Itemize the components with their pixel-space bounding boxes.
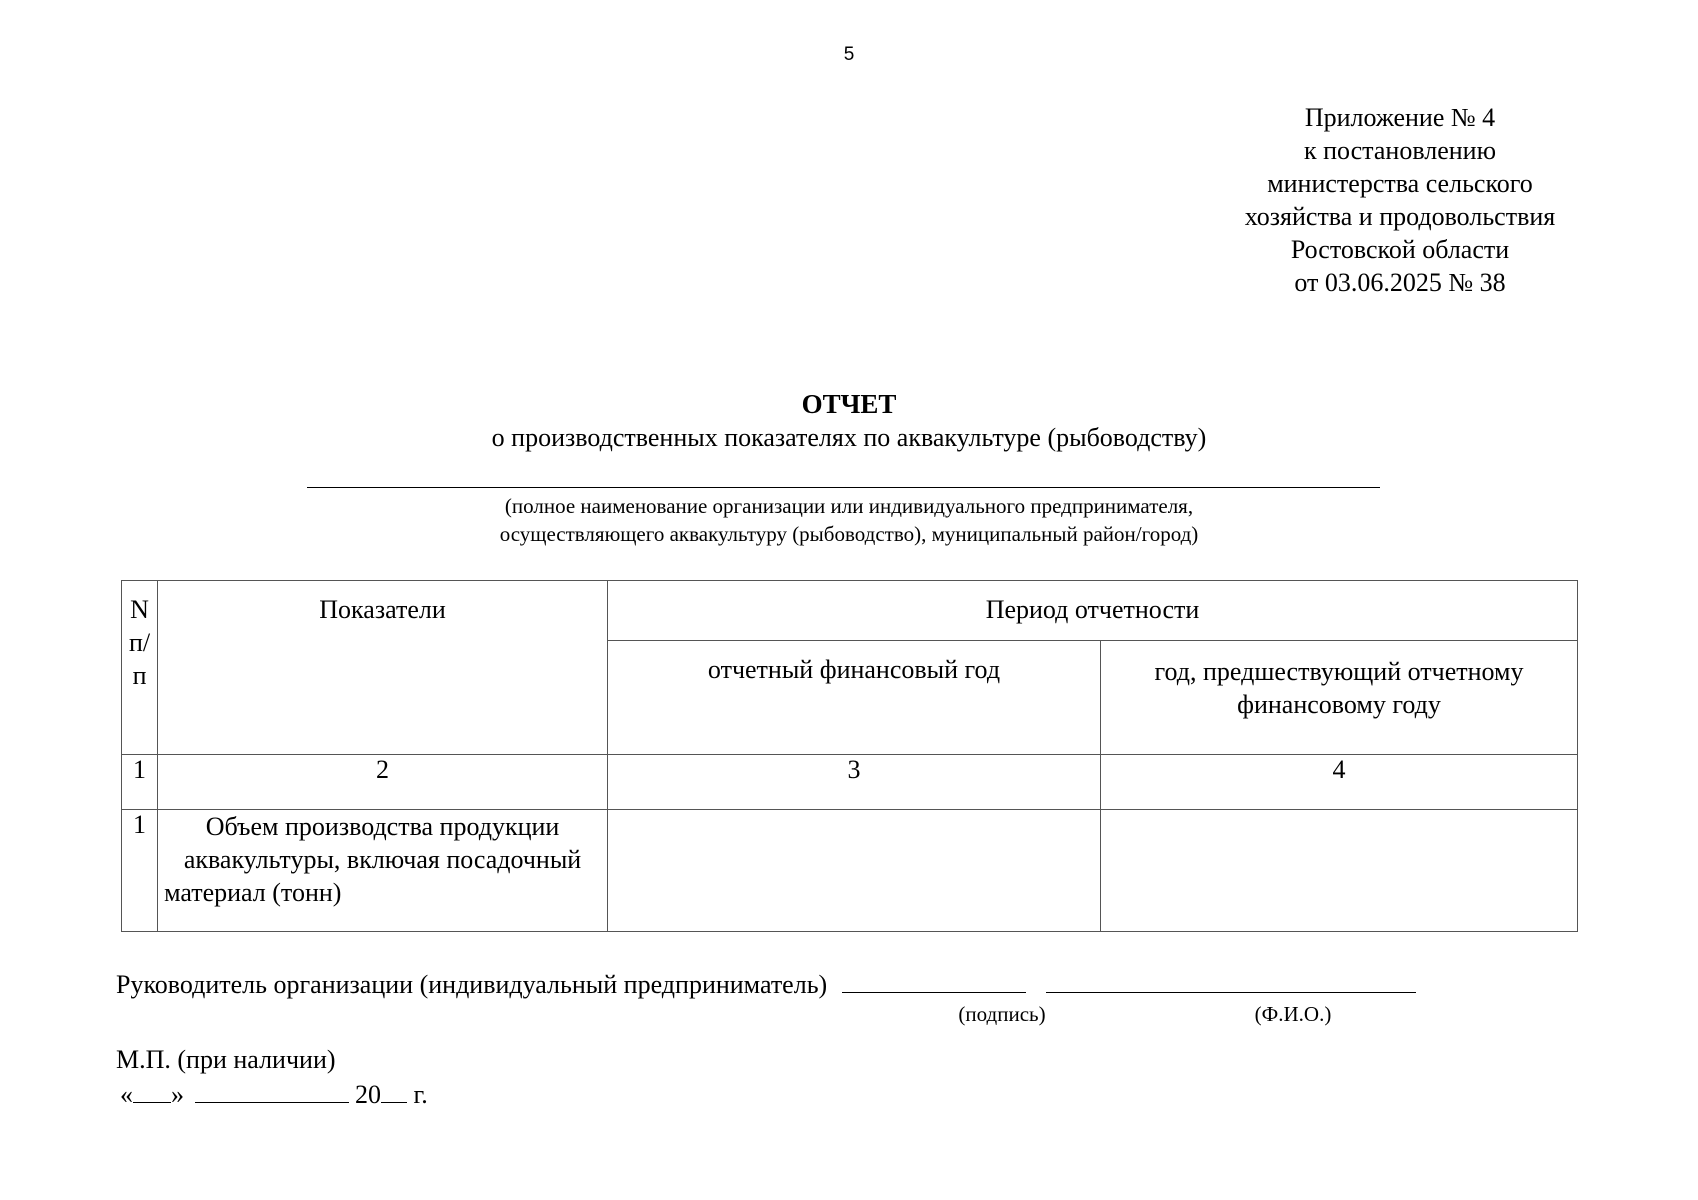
signature-caption: (подпись) xyxy=(958,1002,1046,1026)
year-suffix: г. xyxy=(413,1080,428,1109)
row-number: 1 xyxy=(122,810,158,932)
appendix-line: Приложение № 4 xyxy=(1304,103,1496,132)
indicator-cell: Объем производства продукции аквакультуры, включая посадочный материал (тонн) xyxy=(158,810,608,932)
table-header-row xyxy=(122,581,1578,641)
signature-line xyxy=(116,968,1416,1000)
column-number: 4 xyxy=(1101,755,1578,810)
previous-year-value-cell[interactable] xyxy=(1101,810,1578,932)
organization-caption xyxy=(0,492,1698,548)
day-field[interactable] xyxy=(133,1078,171,1103)
column-number: 1 xyxy=(122,755,158,810)
appendix-line: министерства сельского xyxy=(1267,169,1533,198)
year-field[interactable] xyxy=(381,1078,407,1103)
num-header: N п/ п xyxy=(122,581,158,755)
full-name-caption: (Ф.И.О.) xyxy=(1254,1002,1332,1026)
indicators-header: Показатели xyxy=(158,581,608,755)
date-line xyxy=(120,1078,428,1110)
date-open-quote: « xyxy=(120,1080,133,1109)
appendix-line: к постановлению xyxy=(1303,136,1497,165)
period-header: Период отчетности xyxy=(607,581,1577,641)
appendix-line: от 03.06.2025 № 38 xyxy=(1294,268,1506,297)
table-row xyxy=(122,810,1578,932)
stamp-label: М.П. (при наличии) xyxy=(116,1045,336,1074)
column-number: 3 xyxy=(607,755,1100,810)
report-subtitle: о производственных показателях по аквакультуре (рыбоводству) xyxy=(491,423,1207,452)
full-name-field[interactable] xyxy=(1046,968,1416,993)
page-number: 5 xyxy=(843,44,855,65)
organization-name-line[interactable] xyxy=(307,487,1380,488)
current-year-value-cell[interactable] xyxy=(607,810,1100,932)
column-numbers-row xyxy=(122,755,1578,810)
appendix-line: Ростовской области xyxy=(1290,235,1510,264)
organization-caption-line: осуществляющего аквакультуру (рыбоводство), муниципальный район/город) xyxy=(499,522,1199,546)
year-prefix: 20 xyxy=(355,1080,381,1109)
column-number: 2 xyxy=(158,755,608,810)
current-year-header: отчетный финансовый год xyxy=(607,641,1100,755)
previous-year-header: год, предшествующий отчетному финансовому году xyxy=(1101,641,1578,755)
appendix-block xyxy=(1180,101,1620,299)
organization-caption-line: (полное наименование организации или индивидуального предпринимателя, xyxy=(504,494,1194,518)
month-field[interactable] xyxy=(195,1078,349,1103)
signature-label: Руководитель организации (индивидуальный предприниматель) xyxy=(116,970,828,999)
appendix-line: хозяйства и продовольствия xyxy=(1244,202,1556,231)
signature-field[interactable] xyxy=(842,968,1026,993)
report-title: ОТЧЕТ xyxy=(801,389,897,419)
date-close-quote: » xyxy=(171,1080,184,1109)
report-table xyxy=(121,580,1578,932)
